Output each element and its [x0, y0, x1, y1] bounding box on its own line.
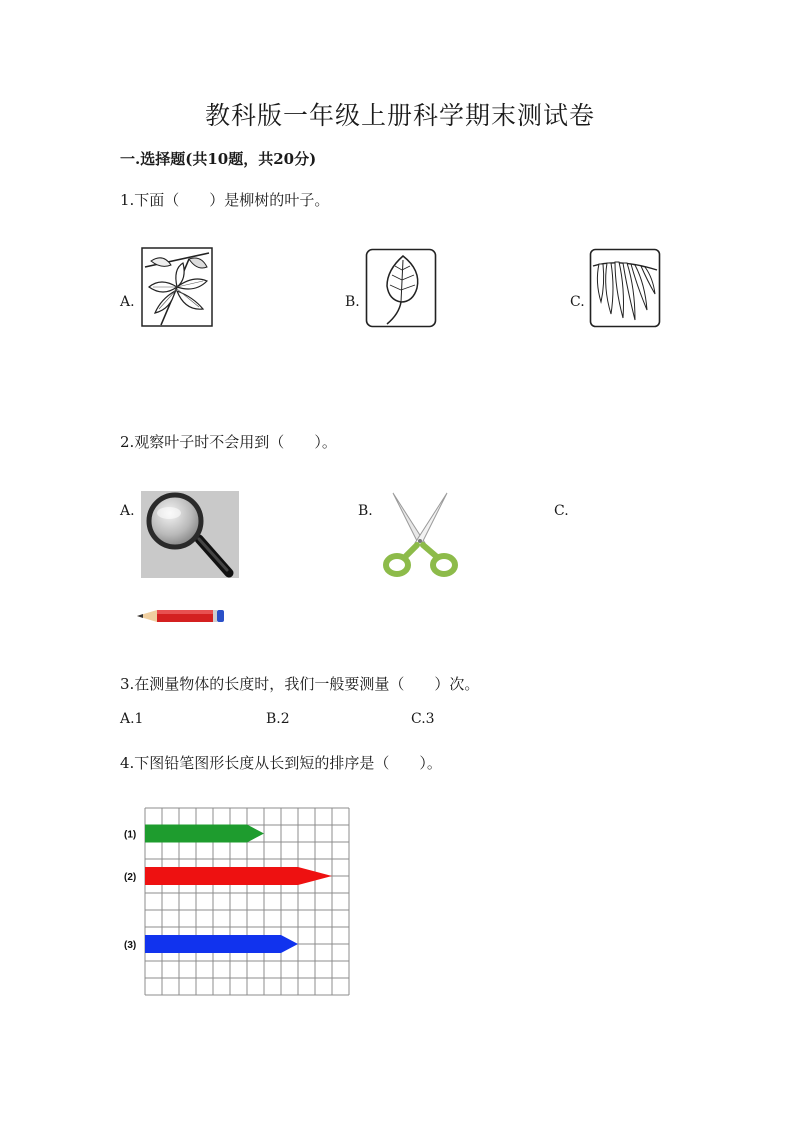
question-2-text: 2.观察叶子时不会用到（ ）。 — [120, 433, 337, 451]
q2-option-a-label[interactable]: A. — [120, 503, 135, 519]
pencil-length-grid-figure — [118, 805, 354, 1007]
pencil-shape-3 — [145, 935, 298, 953]
q2-option-c-label[interactable]: C. — [554, 503, 569, 519]
shape-label-2: (2) — [124, 872, 137, 883]
pencil-shape-1 — [145, 825, 264, 843]
section-heading: 一.选择题(共10题，共20分) — [120, 150, 317, 168]
shape-label-3: (3) — [124, 940, 137, 951]
page-title: 教科版一年级上册科学期末测试卷 — [204, 101, 595, 130]
q1-option-b-label[interactable]: B. — [345, 294, 360, 310]
q1-option-a-leaf-image — [141, 247, 213, 327]
q3-option-a[interactable]: A.1 — [120, 711, 144, 727]
q1-option-c-willow-leaf-image — [589, 248, 661, 328]
question-1-text: 1.下面（ ）是柳树的叶子。 — [120, 191, 330, 209]
scissors-icon — [381, 489, 461, 579]
q3-option-b[interactable]: B.2 — [266, 711, 290, 727]
question-4-text: 4.下图铅笔图形长度从长到短的排序是（ ）。 — [120, 754, 442, 772]
pencil-icon — [137, 608, 225, 624]
question-3-text: 3.在测量物体的长度时，我们一般要测量（ ）次。 — [120, 675, 480, 693]
pencil-shape-2 — [145, 867, 332, 885]
q1-option-b-leaf-image — [365, 248, 437, 328]
q3-option-c[interactable]: C.3 — [411, 711, 435, 727]
q1-option-a-label[interactable]: A. — [120, 294, 135, 310]
q1-option-c-label[interactable]: C. — [570, 294, 585, 310]
shape-label-1: (1) — [124, 829, 137, 841]
magnifying-glass-icon — [141, 491, 239, 578]
q2-option-b-label[interactable]: B. — [358, 503, 373, 519]
